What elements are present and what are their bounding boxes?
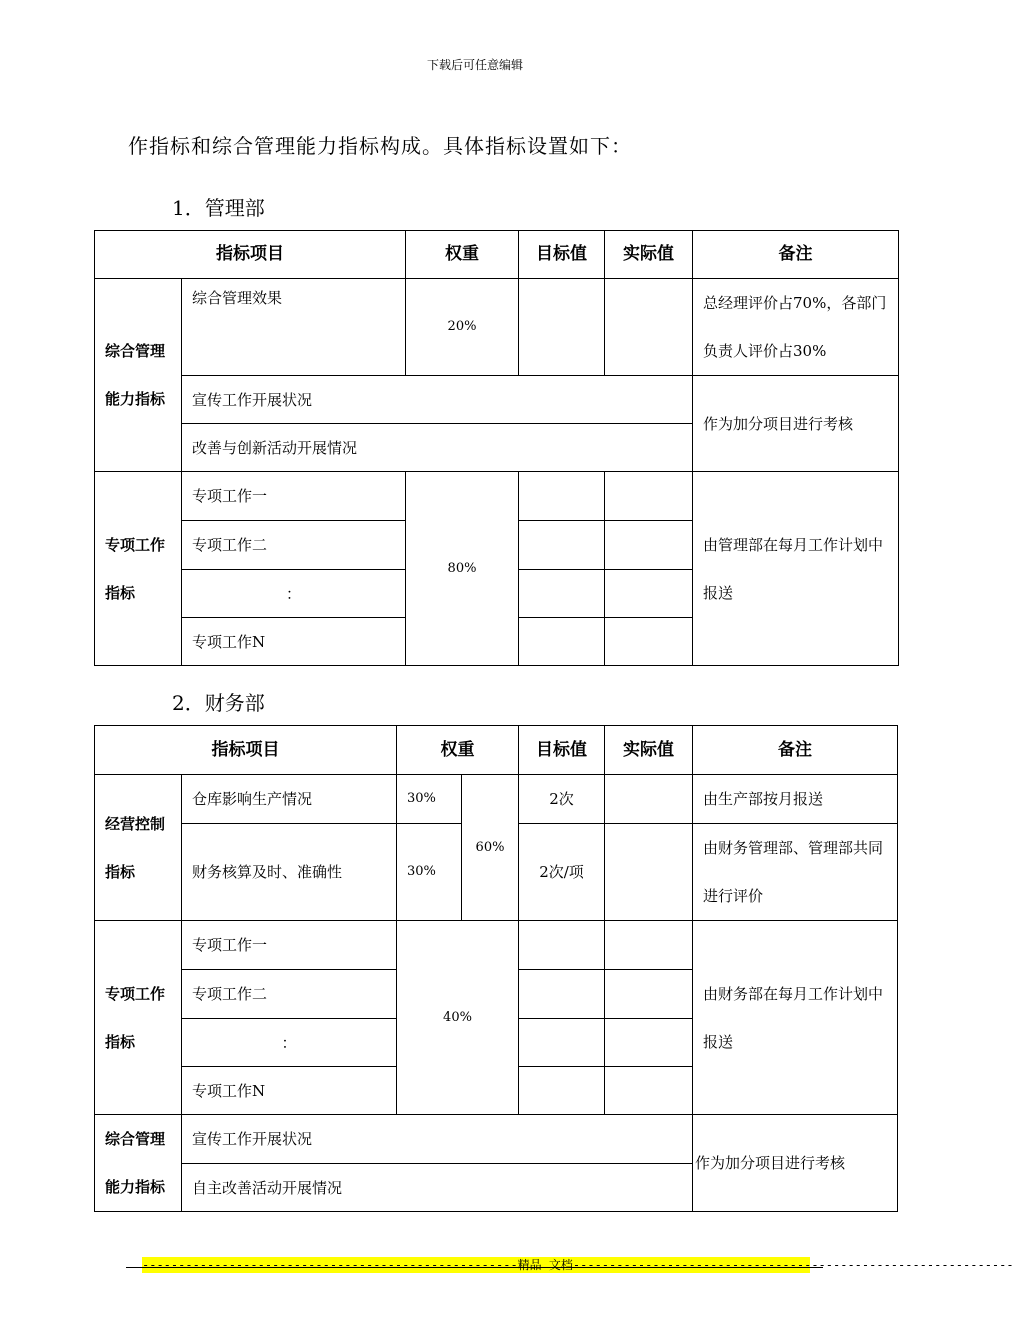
table-row xyxy=(95,1115,898,1164)
category-cell: 专项工作指标 xyxy=(95,472,182,666)
item-cell: 专项工作二 xyxy=(182,970,397,1019)
header-note: 备注 xyxy=(693,231,899,279)
intro-paragraph: 作指标和综合管理能力指标构成。具体指标设置如下： xyxy=(128,134,632,158)
item-cell: ： xyxy=(182,1019,397,1067)
item-cell: 仓库影响生产情况 xyxy=(182,775,397,824)
category-cell: 综合管理能力指标 xyxy=(95,279,182,472)
target-cell: 2次 xyxy=(519,775,605,824)
note-cell: 由财务管理部、管理部共同进行评价 xyxy=(693,824,898,921)
target-cell xyxy=(519,921,605,970)
target-cell xyxy=(519,1067,605,1115)
item-cell: 专项工作二 xyxy=(182,521,406,570)
note-cell: 作为加分项目进行考核 xyxy=(693,376,899,472)
item-cell: 综合管理效果 xyxy=(182,279,406,376)
actual-cell xyxy=(605,921,693,970)
actual-cell xyxy=(605,775,693,824)
note-cell: 由财务部在每月工作计划中报送 xyxy=(693,921,898,1115)
footer-rule xyxy=(126,1267,823,1268)
item-cell: 专项工作一 xyxy=(182,921,397,970)
target-cell xyxy=(519,279,605,376)
item-cell: 专项工作N xyxy=(182,1067,397,1115)
section-title-finance: 2．财务部 xyxy=(172,691,265,715)
actual-cell xyxy=(605,824,693,921)
table-row xyxy=(95,921,898,970)
header-actual: 实际值 xyxy=(605,726,693,775)
header-note: 下载后可任意编辑 xyxy=(426,58,523,72)
category-cell: 综合管理能力指标 xyxy=(95,1115,182,1212)
actual-cell xyxy=(605,472,693,521)
category-cell: 专项工作指标 xyxy=(95,921,182,1115)
note-cell: 作为加分项目进行考核 xyxy=(693,1115,898,1212)
actual-cell xyxy=(605,1067,693,1115)
target-cell xyxy=(519,618,605,666)
target-cell: 2次/项 xyxy=(519,824,605,921)
header-target: 目标值 xyxy=(519,726,605,775)
weight-cell: 80% xyxy=(406,472,519,666)
weight-cell: 40% xyxy=(397,921,519,1115)
footer-banner: ----------------------------------------------------精品 文档------------------------------------------------------------- xyxy=(142,1258,1014,1272)
item-cell: 改善与创新活动开展情况 xyxy=(182,424,693,472)
weight-cell: 30% xyxy=(397,775,462,824)
header-weight: 权重 xyxy=(406,231,519,279)
header-item: 指标项目 xyxy=(95,726,397,775)
target-cell xyxy=(519,970,605,1019)
item-cell: 宣传工作开展状况 xyxy=(182,1115,693,1164)
header-target: 目标值 xyxy=(519,231,605,279)
item-cell: 专项工作一 xyxy=(182,472,406,521)
header-weight: 权重 xyxy=(397,726,519,775)
target-cell xyxy=(519,521,605,570)
finance-table xyxy=(94,725,898,1212)
actual-cell xyxy=(605,970,693,1019)
table-row xyxy=(95,279,899,376)
management-table xyxy=(94,230,899,666)
table-row xyxy=(95,775,898,824)
weight-cell: 30% xyxy=(397,824,462,921)
actual-cell xyxy=(605,521,693,570)
note-cell: 由管理部在每月工作计划中报送 xyxy=(693,472,899,666)
actual-cell xyxy=(605,618,693,666)
header-actual: 实际值 xyxy=(605,231,693,279)
item-cell: ： xyxy=(182,570,406,618)
actual-cell xyxy=(605,570,693,618)
target-cell xyxy=(519,570,605,618)
actual-cell xyxy=(605,1019,693,1067)
table-row xyxy=(95,376,899,424)
note-cell: 由生产部按月报送 xyxy=(693,775,898,824)
item-cell: 宣传工作开展状况 xyxy=(182,376,693,424)
header-item: 指标项目 xyxy=(95,231,406,279)
weight-cell: 20% xyxy=(406,279,519,376)
total-weight-cell: 60% xyxy=(462,775,519,921)
target-cell xyxy=(519,472,605,521)
actual-cell xyxy=(605,279,693,376)
item-cell: 专项工作N xyxy=(182,618,406,666)
target-cell xyxy=(519,1019,605,1067)
item-cell: 财务核算及时、准确性 xyxy=(182,824,397,921)
table-row xyxy=(95,472,899,521)
item-cell: 自主改善活动开展情况 xyxy=(182,1164,693,1212)
table-header-row xyxy=(95,231,899,279)
table-header-row xyxy=(95,726,898,775)
category-cell: 经营控制指标 xyxy=(95,775,182,921)
note-cell: 总经理评价占70%，各部门负责人评价占30% xyxy=(693,279,899,376)
section-title-management: 1．管理部 xyxy=(172,196,265,220)
header-note: 备注 xyxy=(693,726,898,775)
